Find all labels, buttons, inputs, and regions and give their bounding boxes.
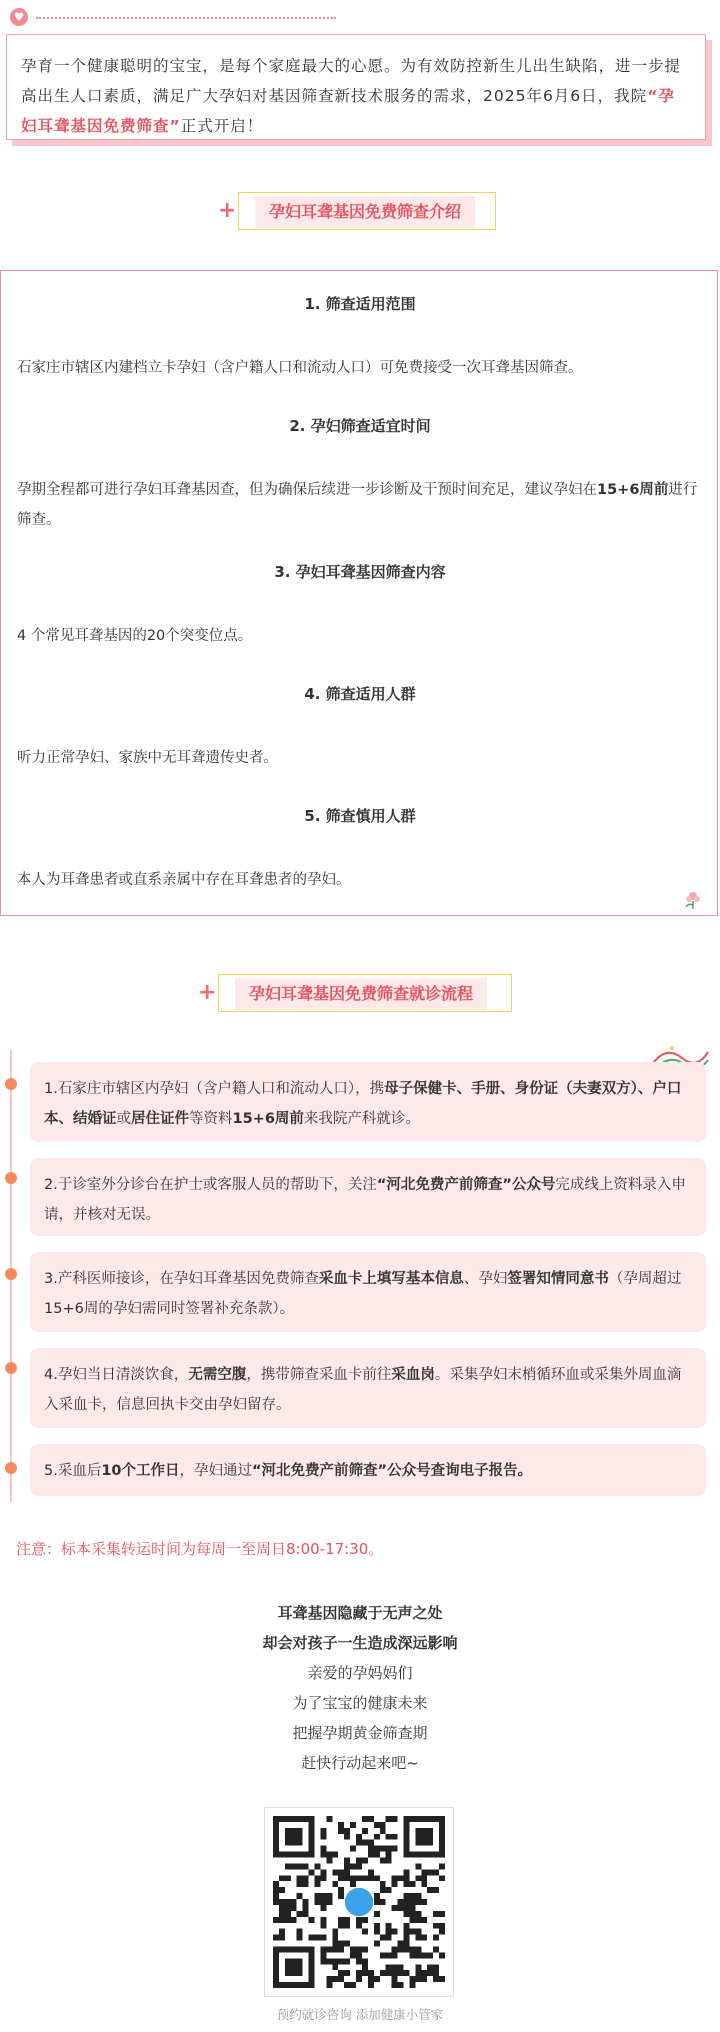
- intro-text-end: 正式开启！: [180, 117, 264, 135]
- timeline-dot: [5, 1172, 17, 1184]
- info-heading-4: 4. 筛查适用人群: [1, 683, 719, 704]
- timeline-dot: [5, 1268, 17, 1280]
- info-heading-3: 3. 孕妇耳聋基因筛查内容: [1, 561, 719, 582]
- timeline-dot: [5, 1462, 17, 1474]
- process-step-2: 2.于诊室外分诊台在护士或客服人员的帮助下，关注“河北免费产前筛查”公众号完成线上资料录入申请，并核对无误。: [30, 1158, 706, 1236]
- timeline-dot: [5, 1078, 17, 1090]
- closing-line-3: 亲爱的孕妈妈们: [307, 1664, 413, 1682]
- info-heading-2: 2. 孕妇筛查适宜时间: [1, 415, 719, 436]
- intro-text: 孕育一个健康聪明的宝宝，是每个家庭最大的心愿。为有效防控新生儿出生缺陷，进一步提高出生人口素质，满足广大孕妇对基因筛查新技术服务的需求，2025年6月6日，我院: [21, 57, 682, 105]
- qr-code-icon: [273, 1816, 445, 1988]
- intro-card: [6, 34, 706, 140]
- timeline-dot: [5, 1362, 17, 1374]
- info-text-1: 石家庄市辖区内建档立卡孕妇（含户籍人口和流动人口）可免费接受一次耳聋基因筛查。: [17, 360, 583, 376]
- collection-time-notice: 注意：标本采集转运时间为每周一至周日8:00-17:30。: [16, 1540, 384, 1558]
- qr-caption: 预约就诊咨询 添加健康小管家: [276, 2007, 444, 2022]
- closing-line-4: 为了宝宝的健康未来: [292, 1694, 428, 1712]
- info-heading-5: 5. 筛查慎用人群: [1, 805, 719, 826]
- closing-line-5: 把握孕期黄金筛查期: [292, 1724, 428, 1742]
- flower-icon: [681, 887, 705, 911]
- plus-icon: +: [218, 198, 237, 223]
- closing-line-1: 耳聋基因隐藏于无声之处: [277, 1604, 443, 1622]
- info-text-3: 4 个常见耳聋基因的20个突变位点。: [17, 628, 253, 644]
- process-step-1: 1.石家庄市辖区内孕妇（含户籍人口和流动人口），携母子保健卡、手册、身份证（夫妻双方）、户口本、结婚证或居住证件等资料15+6周前来我院产科就诊。: [30, 1062, 706, 1142]
- info-text-5: 本人为耳聋患者或直系亲属中存在耳聋患者的孕妇。: [17, 872, 351, 888]
- info-text-2: 孕期全程都可进行孕妇耳聋基因查，但为确保后续进一步诊断及干预时间充足，建议孕妇在15+6周前进行筛查。: [17, 482, 698, 528]
- info-heading-1: 1. 筛查适用范围: [1, 293, 719, 314]
- section1-banner: [218, 192, 498, 232]
- heart-icon: ♥: [10, 8, 28, 26]
- intro-highlight: “孕妇耳聋基因免费筛查”: [21, 87, 675, 135]
- dotted-divider: [36, 17, 336, 19]
- info-text-4: 听力正常孕妇、家族中无耳聋遗传史者。: [17, 750, 278, 766]
- section2-banner: [198, 974, 518, 1014]
- qr-code[interactable]: [264, 1807, 454, 1997]
- section1-title: 孕妇耳聋基因免费筛查介绍: [255, 196, 475, 228]
- process-step-5: 5.采血后10个工作日，孕妇通过“河北免费产前筛查”公众号查询电子报告。: [30, 1444, 706, 1496]
- process-step-3: 3.产科医师接诊，在孕妇耳聋基因免费筛查采血卡上填写基本信息、孕妇签署知情同意书（孕周超过15+6周的孕妇需同时签署补充条款）。: [30, 1252, 706, 1332]
- process-step-4: 4.孕妇当日清淡饮食，无需空腹，携带筛查采血卡前往采血岗。采集孕妇末梢循环血或采集外周血滴入采血卡，信息回执卡交由孕妇留存。: [30, 1348, 706, 1428]
- section2-title: 孕妇耳聋基因免费筛查就诊流程: [235, 978, 487, 1010]
- closing-line-6: 赶快行动起来吧~: [301, 1754, 419, 1772]
- top-decoration: [10, 8, 330, 28]
- closing-line-2: 却会对孩子一生造成深远影响: [262, 1634, 458, 1652]
- screening-info-box: [0, 270, 718, 916]
- plus-icon: +: [198, 980, 217, 1005]
